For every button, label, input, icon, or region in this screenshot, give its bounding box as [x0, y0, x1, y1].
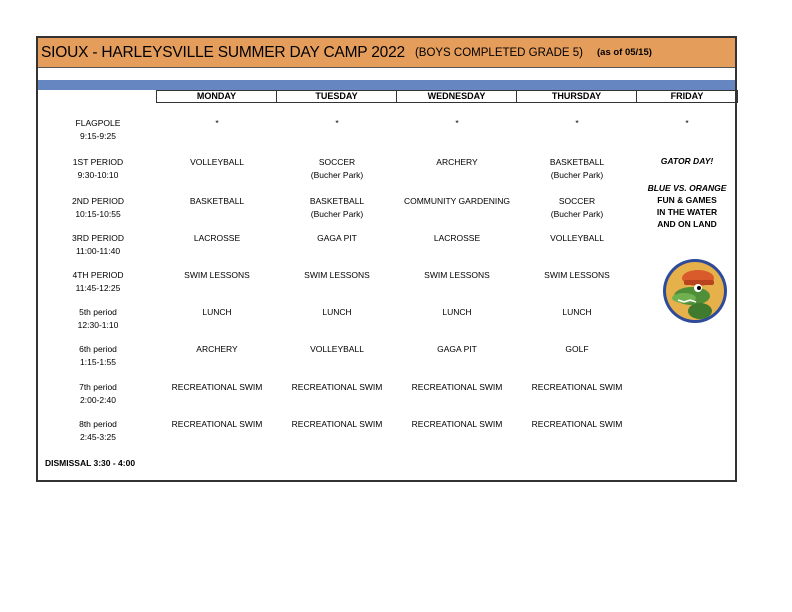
period-name: 4TH PERIOD — [72, 270, 124, 280]
activity-cell: COMMUNITY GARDENING — [403, 196, 511, 206]
period-name: 1ST PERIOD — [72, 157, 124, 167]
period-name: 8th period — [79, 419, 117, 429]
activity-cell: RECREATIONAL SWIM — [411, 382, 503, 392]
as-of-date: (as of 05/15) — [597, 47, 652, 58]
activity-cell: BASKETBALL — [549, 157, 605, 167]
friday-line-4: AND ON LAND — [657, 219, 717, 229]
activity-cell: * — [335, 118, 339, 128]
activity-cell: (Bucher Park) — [310, 209, 364, 219]
activity-cell: BASKETBALL — [189, 196, 245, 206]
day-header-thursday: THURSDAY — [516, 90, 637, 103]
page-title: SIOUX - HARLEYSVILLE SUMMER DAY CAMP 2022 — [41, 43, 405, 61]
period-time: 10:15-10:55 — [75, 209, 121, 219]
activity-cell: VOLLEYBALL — [310, 344, 364, 354]
period-time: 1:15-1:55 — [80, 357, 116, 367]
activity-cell: RECREATIONAL SWIM — [411, 419, 503, 429]
activity-cell: RECREATIONAL SWIM — [291, 382, 383, 392]
period-name: 7th period — [79, 382, 117, 392]
activity-cell: LUNCH — [562, 307, 592, 317]
activity-cell: ARCHERY — [436, 157, 478, 167]
activity-cell: SOCCER — [318, 157, 356, 167]
schedule-sheet — [36, 36, 737, 482]
activity-cell: (Bucher Park) — [550, 170, 604, 180]
activity-cell: * — [455, 118, 459, 128]
activity-cell: (Bucher Park) — [550, 209, 604, 219]
activity-cell: LUNCH — [202, 307, 232, 317]
activity-cell: RECREATIONAL SWIM — [171, 419, 263, 429]
activity-cell: SWIM LESSONS — [424, 270, 490, 280]
gator-mascot-icon — [662, 258, 728, 324]
activity-cell: SWIM LESSONS — [544, 270, 610, 280]
period-name: FLAGPOLE — [75, 118, 121, 128]
period-time: 2:45-3:25 — [80, 432, 116, 442]
period-name: 2ND PERIOD — [72, 196, 124, 206]
period-time: 12:30-1:10 — [77, 320, 119, 330]
period-time: 11:45-12:25 — [75, 283, 121, 293]
day-header-friday: FRIDAY — [636, 90, 738, 103]
period-time: 9:15-9:25 — [80, 131, 116, 141]
activity-cell: * — [215, 118, 219, 128]
activity-cell: (Bucher Park) — [310, 170, 364, 180]
activity-cell: GAGA PIT — [437, 344, 477, 354]
activity-cell: SOCCER — [558, 196, 596, 206]
activity-cell: GOLF — [565, 344, 589, 354]
title-bar — [38, 38, 735, 68]
friday-title: GATOR DAY! — [660, 156, 714, 166]
activity-cell: ARCHERY — [196, 344, 238, 354]
friday-line-1: BLUE VS. ORANGE — [647, 183, 727, 193]
activity-cell: * — [685, 118, 689, 128]
day-header-wednesday: WEDNESDAY — [396, 90, 517, 103]
period-name: 6th period — [79, 344, 117, 354]
activity-cell: LACROSSE — [433, 233, 481, 243]
activity-cell: * — [575, 118, 579, 128]
period-name: 5th period — [79, 307, 117, 317]
activity-cell: RECREATIONAL SWIM — [171, 382, 263, 392]
activity-cell: LUNCH — [442, 307, 472, 317]
activity-cell: BASKETBALL — [309, 196, 365, 206]
activity-cell: VOLLEYBALL — [550, 233, 604, 243]
period-name: 3RD PERIOD — [72, 233, 124, 243]
friday-line-2: FUN & GAMES — [657, 195, 717, 205]
day-header-tuesday: TUESDAY — [276, 90, 397, 103]
period-time: 11:00-11:40 — [75, 246, 121, 256]
activity-cell: LACROSSE — [193, 233, 241, 243]
page-subtitle: (BOYS COMPLETED GRADE 5) — [414, 46, 583, 59]
period-time: 9:30-10:10 — [77, 170, 119, 180]
activity-cell: VOLLEYBALL — [190, 157, 244, 167]
activity-cell: RECREATIONAL SWIM — [291, 419, 383, 429]
activity-cell: SWIM LESSONS — [184, 270, 250, 280]
blue-band — [38, 80, 735, 90]
day-header-monday: MONDAY — [156, 90, 277, 103]
activity-cell: GAGA PIT — [317, 233, 357, 243]
activity-cell: SWIM LESSONS — [304, 270, 370, 280]
activity-cell: LUNCH — [322, 307, 352, 317]
activity-cell: RECREATIONAL SWIM — [531, 382, 623, 392]
friday-line-3: IN THE WATER — [656, 207, 718, 217]
period-time: 2:00-2:40 — [80, 395, 116, 405]
activity-cell: RECREATIONAL SWIM — [531, 419, 623, 429]
dismissal-time: DISMISSAL 3:30 - 4:00 — [45, 458, 136, 468]
